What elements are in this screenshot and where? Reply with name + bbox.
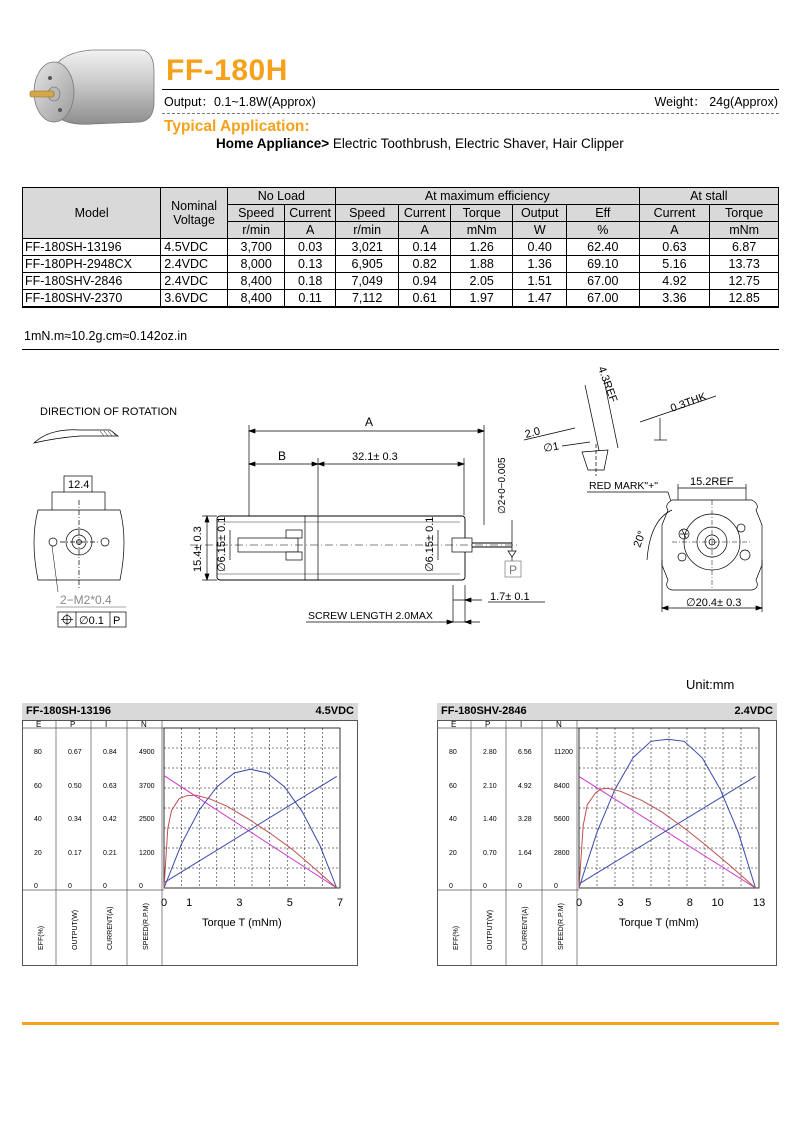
cell-value: 8,000 [227,256,285,273]
axis-tick-label: 4.92 [518,783,532,790]
axis-tick-label: 1.40 [483,816,497,823]
cell-value: 12.85 [710,290,779,308]
dim-shaft: ∅2+0−0.005 [497,457,508,514]
chart1-model: FF-180SH-13196 [26,705,111,717]
sub-header: Eff [566,205,639,222]
group-max-efficiency: At maximum efficiency [335,188,639,205]
axis-tick-label: 20 [34,850,42,857]
axis-abbr: I [105,720,108,729]
col-model: Model [23,188,161,239]
axis-abbr: N [141,720,147,729]
cell-value: 62.40 [566,239,639,256]
axis-name: OUTPUT(W) [72,909,79,950]
axis-name: CURRENT(A) [107,906,114,950]
cell-value: 0.82 [399,256,450,273]
unit-header: r/min [335,222,399,239]
x-tick-label: 0 [161,897,168,909]
cell-value: 8,400 [227,273,285,290]
dim-6-15-left: ∅6.15± 0.1 [216,516,228,572]
cell-value: 3.36 [639,290,710,308]
axis-name: SPEED(R.P.M) [143,903,150,950]
cell-value: 0.63 [639,239,710,256]
axis-tick-label: 0 [483,883,487,890]
cell-value: 67.00 [566,290,639,308]
header-dashed-rule [162,113,779,114]
unit-header: mNm [710,222,779,239]
motor-photo [22,42,162,142]
x-tick-label: 1 [186,897,193,909]
axis-tick-label: 2.10 [483,783,497,790]
dim-12-4: 12.4 [68,479,90,491]
cell-model: FF-180SHV-2846 [23,273,161,290]
table-row [23,239,779,256]
axis-tick-label: 40 [34,816,42,823]
axis-tick-label: 0 [103,883,107,890]
axis-tick-label: 6.56 [518,749,532,756]
unit-header: mNm [450,222,513,239]
axis-tick-label: 0.70 [483,850,497,857]
cell-value: 0.03 [285,239,335,256]
unit-conversion: 1mN.m≈10.2g.cm≈0.142oz.in [24,329,188,343]
axis-tick-label: 0.67 [68,749,82,756]
cell-value: 6,905 [335,256,399,273]
dim-d1: ∅1 [542,440,560,455]
cell-value: 2.05 [450,273,513,290]
dim-15-2ref: 15.2REF [690,476,734,488]
cell-value: 6.87 [710,239,779,256]
cell-value: 1.26 [450,239,513,256]
sub-header: Current [285,205,335,222]
axis-tick-label: 11200 [554,749,573,756]
direction-label: DIRECTION OF ROTATION [40,406,178,418]
footer-orange-rule [22,1022,779,1025]
unit-header: A [285,222,335,239]
end-view-left [34,476,126,627]
axis-tick-label: 0.21 [103,850,117,857]
axis-tick-label: 0 [139,883,143,890]
x-tick-label: 13 [753,897,766,909]
axis-tick-label: 0 [68,883,72,890]
dim-6-15-right: ∅6.15± 0.1 [424,516,436,572]
axis-tick-label: 0.63 [103,783,117,790]
axis-tick-label: 3700 [139,783,155,790]
group-no-load: No Load [227,188,335,205]
cell-value: 13.73 [710,256,779,273]
weight-spec: Weight： 24g(Approx) [654,95,778,109]
axis-name: SPEED(R.P.M) [558,903,565,950]
axis-tick-label: 0.42 [103,816,117,823]
unit-label: Unit:mm [686,677,735,692]
axis-tick-label: 2.80 [483,749,497,756]
red-mark: RED MARK"+" [589,480,659,492]
typical-application-heading: Typical Application: [164,118,310,135]
axis-tick-label: 5600 [554,816,570,823]
cell-voltage: 2.4VDC [161,273,228,290]
axis-tick-label: 60 [449,783,457,790]
cell-value: 5.16 [639,256,710,273]
x-tick-label: 0 [576,897,583,909]
cell-voltage: 3.6VDC [161,290,228,308]
unit-header: % [566,222,639,239]
chart1-voltage: 4.5VDC [315,705,354,717]
axis-tick-label: 1.64 [518,850,532,857]
axis-tick-label: 4900 [139,749,155,756]
table-row [23,273,779,290]
dim-15-4: 15.4± 0.3 [192,526,204,572]
sub-header: Torque [450,205,513,222]
cell-value: 7,112 [335,290,399,308]
mechanical-drawing [0,355,800,675]
dim-1-7: 1.7± 0.1 [490,591,530,603]
cell-value: 1.97 [450,290,513,308]
axis-tick-label: 3.28 [518,816,532,823]
chart2-voltage: 2.4VDC [734,705,773,717]
sub-header: Output [513,205,566,222]
chart1-plot [22,720,358,966]
cell-value: 1.47 [513,290,566,308]
x-tick-label: 3 [236,897,243,909]
output-spec: Output：0.1~1.8W(Approx) [164,95,316,109]
cell-value: 0.14 [399,239,450,256]
cell-value: 0.18 [285,273,335,290]
axis-name: EFF(%) [38,925,45,950]
cell-voltage: 2.4VDC [161,256,228,273]
cell-value: 69.10 [566,256,639,273]
axis-tick-label: 60 [34,783,42,790]
home-appliance-label: Home Appliance> [216,136,330,151]
chart2-header [437,703,777,720]
axis-tick-label: 0 [554,883,558,890]
axis-abbr: N [556,720,562,729]
dim-thk: 0.3THK [668,390,709,415]
axis-tick-label: 0 [518,883,522,890]
hole-callout: 2−M2*0.4 [60,593,112,607]
x-axis-label: Torque T (mNm) [202,917,282,929]
axis-tick-label: 0 [34,883,38,890]
cell-value: 67.00 [566,273,639,290]
cell-voltage: 4.5VDC [161,239,228,256]
cell-value: 8,400 [227,290,285,308]
x-tick-label: 10 [711,897,724,909]
axis-name: CURRENT(A) [522,906,529,950]
chart2-plot [437,720,777,966]
dim-2-0: 2.0 [523,425,542,441]
tolerance-datum: P [113,615,121,627]
group-stall: At stall [639,188,778,205]
axis-tick-label: 0.50 [68,783,82,790]
axis-abbr: P [70,720,76,729]
x-axis-label: Torque T (mNm) [619,917,699,929]
axis-tick-label: 80 [34,749,42,756]
axis-abbr: I [520,720,523,729]
sub-header: Current [639,205,710,222]
axis-abbr: P [485,720,491,729]
rotation-arrow-icon [34,430,118,443]
screw-length: SCREW LENGTH 2.0MAX [308,610,433,622]
x-tick-label: 8 [686,897,693,909]
axis-abbr: E [451,720,457,729]
axis-tick-label: 0.17 [68,850,82,857]
cell-value: 3,021 [335,239,399,256]
axis-tick-label: 2500 [139,816,155,823]
cell-value: 1.88 [450,256,513,273]
cell-value: 7,049 [335,273,399,290]
cell-value: 3,700 [227,239,285,256]
axis-tick-label: 20 [449,850,457,857]
cell-value: 1.36 [513,256,566,273]
spec-table [22,187,779,308]
table-row [23,256,779,273]
table-row [23,290,779,308]
side-view [190,415,545,624]
cell-value: 0.11 [285,290,335,308]
dim-4-3ref: 4.3REF [595,364,620,405]
cell-model: FF-180SH-13196 [23,239,161,256]
cell-model: FF-180SHV-2370 [23,290,161,308]
dim-20-4: ∅20.4± 0.3 [686,597,742,609]
sub-header: Current [399,205,450,222]
axis-tick-label: 0.84 [103,749,117,756]
cell-value: 12.75 [710,273,779,290]
dim-B: B [278,449,287,463]
header-rule [162,89,779,90]
col-nominal-voltage: Nominal Voltage [161,188,228,239]
cell-model: FF-180PH-2948CX [23,256,161,273]
axis-abbr: E [36,720,42,729]
cell-value: 0.40 [513,239,566,256]
axis-name: OUTPUT(W) [487,909,494,950]
cell-value: 0.13 [285,256,335,273]
axis-tick-label: 2800 [554,850,570,857]
cell-value: 0.94 [399,273,450,290]
home-appliance-items: Electric Toothbrush, Electric Shaver, Hair Clipper [329,136,624,151]
sub-header: Torque [710,205,779,222]
cell-value: 1.51 [513,273,566,290]
x-tick-label: 5 [645,897,652,909]
dim-20deg: 20° [631,529,649,550]
dim-32-1: 32.1± 0.3 [352,451,398,463]
axis-tick-label: 1200 [139,850,155,857]
datum-p: P [509,563,518,577]
cell-value: 0.61 [399,290,450,308]
spec-table-body [23,239,779,308]
unit-header: W [513,222,566,239]
shaft-detail [524,365,716,476]
end-view-right [587,476,762,612]
dim-A: A [365,415,374,429]
unit-header: A [639,222,710,239]
section-rule [22,349,779,350]
cell-value: 4.92 [639,273,710,290]
home-appliance-line [216,136,624,151]
axis-tick-label: 80 [449,749,457,756]
x-tick-label: 5 [286,897,293,909]
axis-tick-label: 0 [449,883,453,890]
product-title: FF-180H [166,54,288,87]
x-tick-label: 3 [617,897,624,909]
unit-header: A [399,222,450,239]
chart2-model: FF-180SHV-2846 [441,705,527,717]
axis-name: EFF(%) [453,925,460,950]
unit-header: r/min [227,222,285,239]
sub-header: Speed [227,205,285,222]
x-tick-label: 7 [337,897,344,909]
sub-header: Speed [335,205,399,222]
axis-tick-label: 0.34 [68,816,82,823]
chart1-header [22,703,358,720]
axis-tick-label: 8400 [554,783,570,790]
tolerance-diameter: ∅0.1 [79,615,104,627]
axis-tick-label: 40 [449,816,457,823]
